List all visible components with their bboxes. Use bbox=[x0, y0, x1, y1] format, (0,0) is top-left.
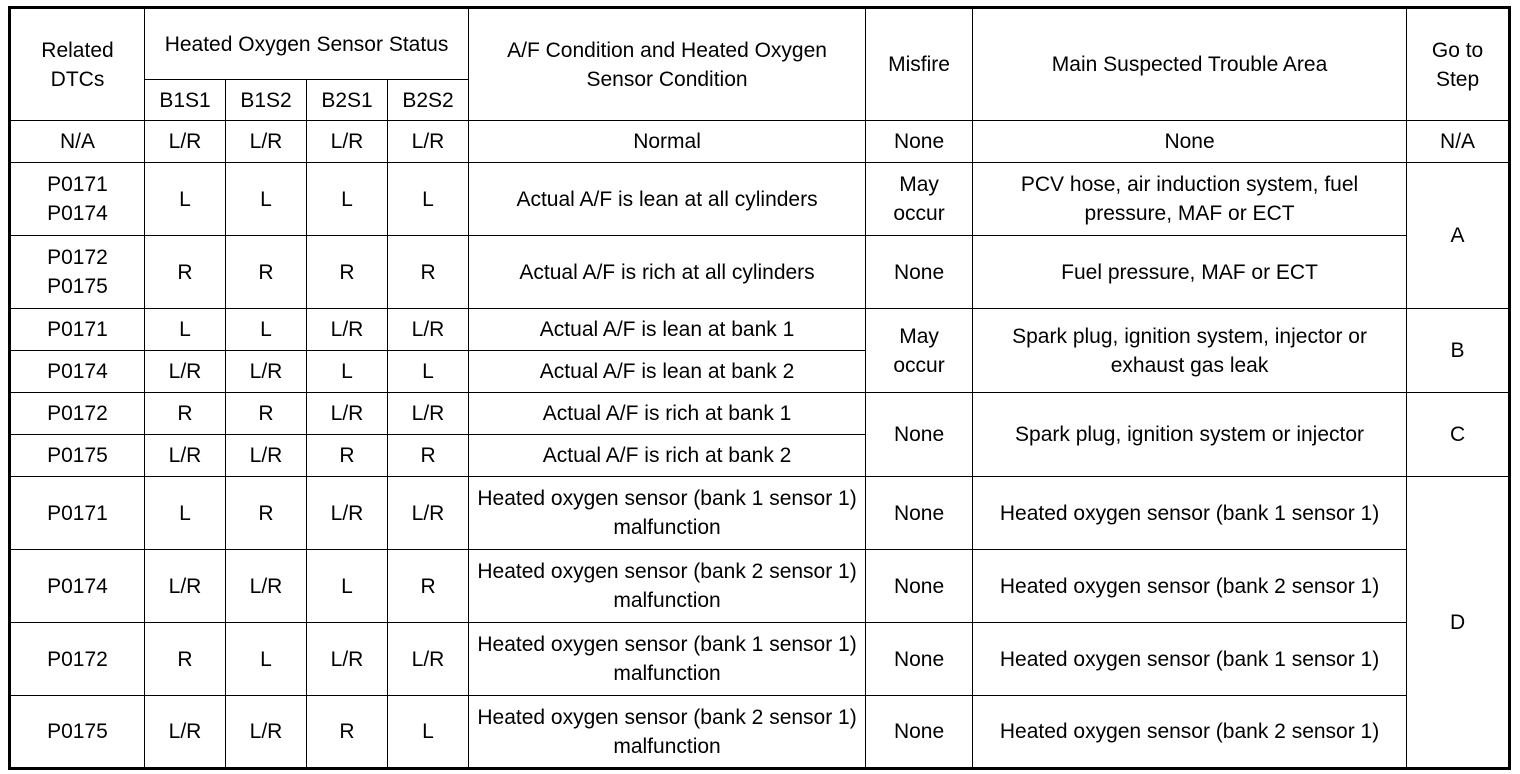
table-row bbox=[10, 121, 1510, 163]
b2s1-cell: L/R bbox=[307, 121, 388, 163]
header-b1s1: B1S1 bbox=[145, 80, 226, 121]
header-b1s2: B1S2 bbox=[226, 80, 307, 121]
b2s1-cell: L bbox=[307, 163, 388, 236]
b1s2-cell: L/R bbox=[226, 696, 307, 769]
table-row bbox=[10, 550, 1510, 623]
trouble-area-cell: Fuel pressure, MAF or ECT bbox=[973, 236, 1407, 309]
dtc-cell: P0175 bbox=[10, 435, 145, 477]
header-trouble-area: Main Suspected Trouble Area bbox=[973, 8, 1407, 121]
b1s1-cell: L bbox=[145, 309, 226, 351]
b1s2-cell: L/R bbox=[226, 351, 307, 393]
trouble-area-cell: Heated oxygen sensor (bank 2 sensor 1) bbox=[973, 696, 1407, 769]
header-misfire: Misfire bbox=[866, 8, 973, 121]
b1s1-cell: L/R bbox=[145, 696, 226, 769]
b2s1-cell: L/R bbox=[307, 623, 388, 696]
dtc-cell: N/A bbox=[10, 121, 145, 163]
b1s2-cell: L/R bbox=[226, 435, 307, 477]
misfire-cell: None bbox=[866, 550, 973, 623]
b1s1-cell: R bbox=[145, 623, 226, 696]
dtc-cell: P0175 bbox=[10, 696, 145, 769]
b1s2-cell: L bbox=[226, 163, 307, 236]
b2s2-cell: L/R bbox=[388, 393, 469, 435]
step-cell: N/A bbox=[1407, 121, 1510, 163]
b2s2-cell: L bbox=[388, 696, 469, 769]
dtc-cell: P0171 bbox=[10, 477, 145, 550]
condition-cell: Actual A/F is rich at all cylinders bbox=[469, 236, 866, 309]
b1s1-cell: L/R bbox=[145, 351, 226, 393]
b1s1-cell: R bbox=[145, 393, 226, 435]
misfire-cell: None bbox=[866, 477, 973, 550]
b1s2-cell: L bbox=[226, 623, 307, 696]
dtc-cell: P0172 P0175 bbox=[10, 236, 145, 309]
header-af-condition: A/F Condition and Heated Oxygen Sensor Condition bbox=[469, 8, 866, 121]
b1s2-cell: L/R bbox=[226, 550, 307, 623]
dtc-diagnosis-table bbox=[8, 6, 1511, 770]
step-cell: C bbox=[1407, 393, 1510, 477]
misfire-cell: May occur bbox=[866, 309, 973, 393]
step-cell: A bbox=[1407, 163, 1510, 309]
dtc-cell: P0172 bbox=[10, 393, 145, 435]
step-cell: B bbox=[1407, 309, 1510, 393]
b2s1-cell: R bbox=[307, 696, 388, 769]
dtc-cell: P0171 P0174 bbox=[10, 163, 145, 236]
b2s2-cell: L/R bbox=[388, 309, 469, 351]
b2s1-cell: L bbox=[307, 550, 388, 623]
b2s1-cell: L/R bbox=[307, 477, 388, 550]
b1s2-cell: L/R bbox=[226, 121, 307, 163]
condition-cell: Heated oxygen sensor (bank 2 sensor 1) malfunction bbox=[469, 696, 866, 769]
misfire-cell: May occur bbox=[866, 163, 973, 236]
table-row bbox=[10, 623, 1510, 696]
b1s2-cell: L bbox=[226, 309, 307, 351]
trouble-area-cell: Spark plug, ignition system, injector or exhaust gas leak bbox=[973, 309, 1407, 393]
b1s1-cell: L bbox=[145, 163, 226, 236]
header-b2s2: B2S2 bbox=[388, 80, 469, 121]
misfire-cell: None bbox=[866, 236, 973, 309]
misfire-cell: None bbox=[866, 121, 973, 163]
table-row bbox=[10, 477, 1510, 550]
misfire-cell: None bbox=[866, 393, 973, 477]
b2s1-cell: L/R bbox=[307, 309, 388, 351]
condition-cell: Actual A/F is lean at bank 2 bbox=[469, 351, 866, 393]
b2s2-cell: R bbox=[388, 435, 469, 477]
condition-cell: Heated oxygen sensor (bank 1 sensor 1) malfunction bbox=[469, 623, 866, 696]
condition-cell: Heated oxygen sensor (bank 1 sensor 1) malfunction bbox=[469, 477, 866, 550]
table-row bbox=[10, 393, 1510, 435]
b2s2-cell: L/R bbox=[388, 623, 469, 696]
b2s1-cell: L bbox=[307, 351, 388, 393]
trouble-area-cell: PCV hose, air induction system, fuel pressure, MAF or ECT bbox=[973, 163, 1407, 236]
table-row bbox=[10, 696, 1510, 769]
condition-cell: Actual A/F is lean at all cylinders bbox=[469, 163, 866, 236]
b2s1-cell: L/R bbox=[307, 393, 388, 435]
b2s2-cell: L bbox=[388, 163, 469, 236]
b1s1-cell: R bbox=[145, 236, 226, 309]
b1s2-cell: R bbox=[226, 477, 307, 550]
dtc-cell: P0174 bbox=[10, 550, 145, 623]
b2s1-cell: R bbox=[307, 435, 388, 477]
dtc-cell: P0171 bbox=[10, 309, 145, 351]
misfire-cell: None bbox=[866, 623, 973, 696]
condition-cell: Normal bbox=[469, 121, 866, 163]
trouble-area-cell: Spark plug, ignition system or injector bbox=[973, 393, 1407, 477]
condition-cell: Actual A/F is rich at bank 2 bbox=[469, 435, 866, 477]
misfire-cell: None bbox=[866, 696, 973, 769]
condition-cell: Actual A/F is lean at bank 1 bbox=[469, 309, 866, 351]
b1s1-cell: L/R bbox=[145, 435, 226, 477]
b1s2-cell: R bbox=[226, 236, 307, 309]
condition-cell: Actual A/F is rich at bank 1 bbox=[469, 393, 866, 435]
trouble-area-cell: None bbox=[973, 121, 1407, 163]
step-cell: D bbox=[1407, 477, 1510, 769]
table-row bbox=[10, 163, 1510, 236]
b2s2-cell: R bbox=[388, 236, 469, 309]
b2s1-cell: R bbox=[307, 236, 388, 309]
table-row bbox=[10, 309, 1510, 351]
header-b2s1: B2S1 bbox=[307, 80, 388, 121]
header-row bbox=[10, 8, 1510, 80]
b1s1-cell: L/R bbox=[145, 121, 226, 163]
b2s2-cell: R bbox=[388, 550, 469, 623]
header-go-to-step: Go to Step bbox=[1407, 8, 1510, 121]
table-row bbox=[10, 236, 1510, 309]
trouble-area-cell: Heated oxygen sensor (bank 1 sensor 1) bbox=[973, 623, 1407, 696]
trouble-area-cell: Heated oxygen sensor (bank 2 sensor 1) bbox=[973, 550, 1407, 623]
b2s2-cell: L/R bbox=[388, 477, 469, 550]
header-related-dtcs: Related DTCs bbox=[10, 8, 145, 121]
b2s2-cell: L bbox=[388, 351, 469, 393]
b1s2-cell: R bbox=[226, 393, 307, 435]
condition-cell: Heated oxygen sensor (bank 2 sensor 1) malfunction bbox=[469, 550, 866, 623]
header-sensor-status: Heated Oxygen Sensor Status bbox=[145, 8, 469, 80]
b1s1-cell: L bbox=[145, 477, 226, 550]
trouble-area-cell: Heated oxygen sensor (bank 1 sensor 1) bbox=[973, 477, 1407, 550]
dtc-cell: P0174 bbox=[10, 351, 145, 393]
dtc-cell: P0172 bbox=[10, 623, 145, 696]
b2s2-cell: L/R bbox=[388, 121, 469, 163]
b1s1-cell: L/R bbox=[145, 550, 226, 623]
